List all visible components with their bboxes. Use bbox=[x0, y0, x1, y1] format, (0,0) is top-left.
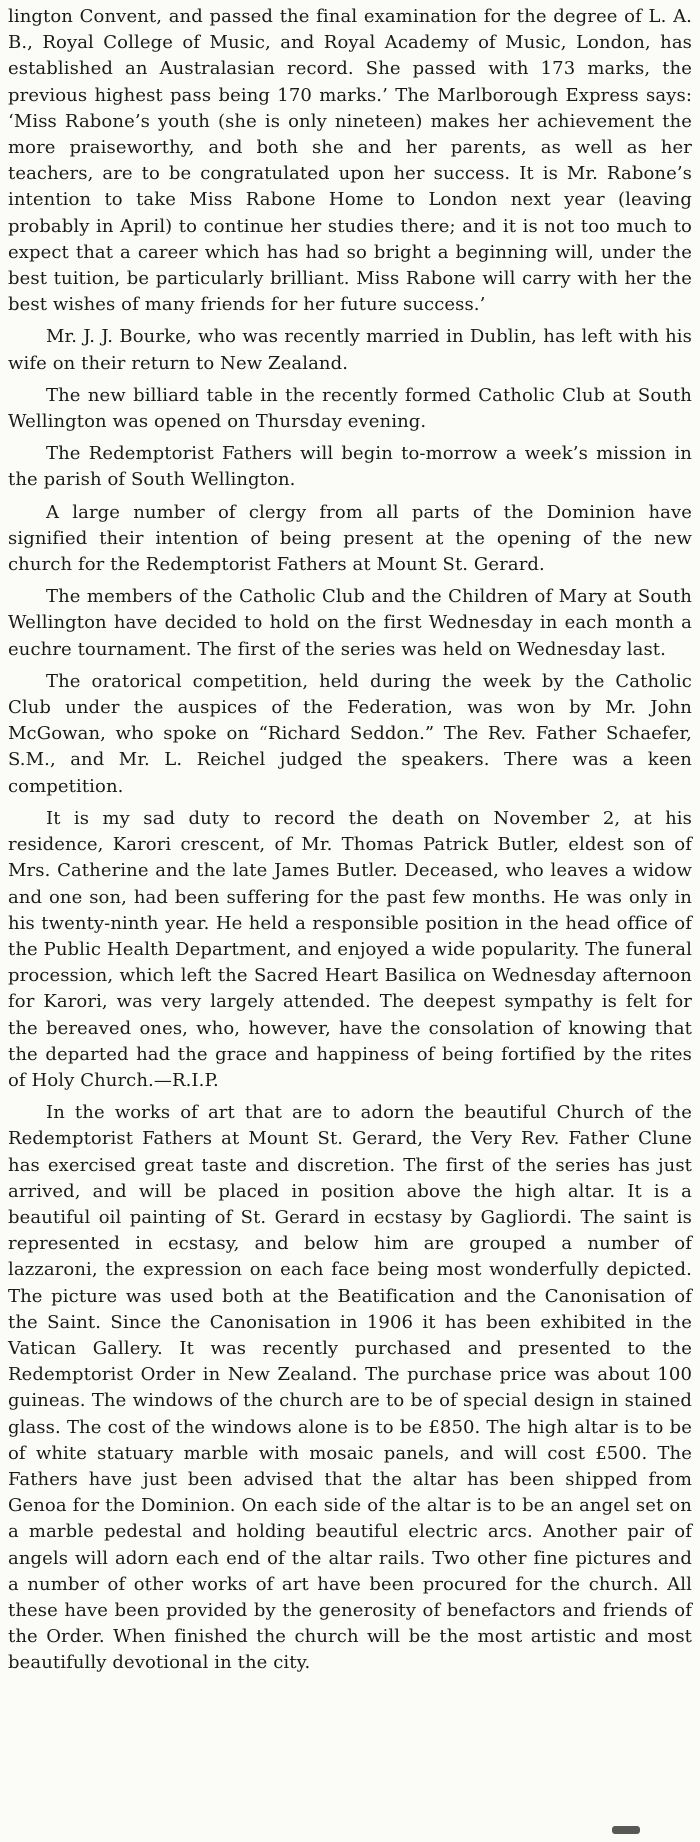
paragraph-rabone: lington Convent, and passed the final examination for the degree of L. A. B., Royal College of Music, and Royal Academy of Music, London, has established an Australasian record. She passed with 173 marks, the previous highest pass being 170 marks.’ The Marlborough Express says: ‘Miss Rabone’s youth (she is only nineteen) makes her achievement the more praiseworthy, and both she and her parents, as well as her teachers, are to be congratulated upon her success. It is Mr. Rabone’s intention to take Miss Rabone Home to London next year (leaving probably in April) to continue her studies there; and it is not too much to expect that a career which has had so bright a beginning will, under the best tuition, be particularly brilliant. Miss Rabone will carry with her the best wishes of many friends for her future success.’ bbox=[8, 6, 692, 316]
paragraph-billiard-table: The new billiard table in the recently formed Catholic Club at South Wellington was opened on Thursday evening. bbox=[8, 384, 692, 433]
paragraph-bourke: Mr. J. J. Bourke, who was recently married in Dublin, has left with his wife on their return to New Zealand. bbox=[8, 326, 692, 374]
paragraph-mission: The Redemptorist Fathers will begin to-morrow a week’s mission in the parish of South Wellington. bbox=[8, 443, 692, 491]
text-column bbox=[8, 4, 692, 1677]
paragraph-obituary: It is my sad duty to record the death on November 2, at his residence, Karori crescent, of Mr. Thomas Patrick Butler, eldest son of Mrs. Catherine and the late James Butler. Deceased, who leaves a widow and one son, had been suffering for the past few months. He was only in his twenty-ninth year. He held a responsible position in the head office of the Public Health Department, and enjoyed a wide popularity. The funeral procession, which left the Sacred Heart Basilica on Wednesday afternoon for Karori, was very largely attended. The deepest sympathy is felt for the bereaved ones, who, however, have the consolation of knowing that the departed had the grace and happiness of being fortified by the rites of Holy Church.—R.I.P. bbox=[8, 807, 692, 1091]
ink-smudge bbox=[612, 1826, 640, 1834]
paragraph-works-of-art: In the works of art that are to adorn the beautiful Church of the Redemptorist Fathers at Mount St. Gerard, the Very Rev. Father Clune has exercised great taste and discretion. The first of the series has just arrived, and will be placed in position above the high altar. It is a beautiful oil painting of St. Gerard in ecstasy by Gagliordi. The saint is represented in ecstasy, and below him are grouped a number of lazzaroni, the expression on each face being most wonderfully depicted. The picture was used both at the Beatification and the Canonisation of the Saint. Since the Canonisation in 1906 it has been exhibited in the Vatican Gallery. It was recently purchased and presented to the Redemptorist Order in New Zealand. The purchase price was about 100 guineas. The windows of the church are to be of special design in stained glass. The cost of the windows alone is to be £850. The high altar is to be of white statuary marble with mosaic panels, and will cost £500. The Fathers have just been advised that the altar has been shipped from Genoa for the Dominion. On each side of the altar is to be an angel set on a marble pedestal and holding beautiful electric arcs. Another pair of angels will adorn each end of the altar rails. Two other fine pictures and a number of other works of art have been procured for the church. All these have been provided by the generosity of benefactors and friends of the Order. When finished the church will be the most artistic and most beautifully devotional in the city. bbox=[8, 1102, 692, 1674]
paragraph-oratorical: The oratorical competition, held during the week by the Catholic Club under the auspices of the Federation, was won by Mr. John McGowan, who spoke on “Richard Seddon.” The Rev. Father Schaefer, S.M., and Mr. L. Reichel judged the speakers. There was a keen competition. bbox=[8, 670, 692, 797]
paragraph-clergy: A large number of clergy from all parts of the Dominion have signified their intention of being present at the opening of the new church for the Redemptorist Fathers at Mount St. Gerard. bbox=[8, 501, 692, 576]
paragraph-euchre: The members of the Catholic Club and the Children of Mary at South Wellington have decided to hold on the first Wednesday in each month a euchre tournament. The first of the series was held on Wednesday last. bbox=[8, 586, 692, 660]
